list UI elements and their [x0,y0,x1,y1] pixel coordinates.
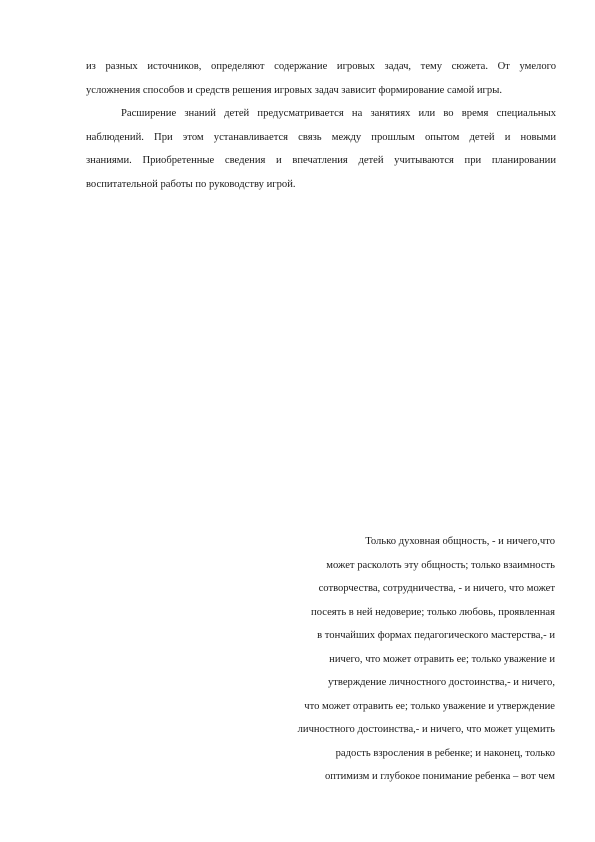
epigraph-line-8: что может отравить ее; только уважение и утверждение [304,700,555,712]
paragraph-1-line-2: усложнения способов и средств решения игровых задач зависит формирование самой игры. [86,84,502,96]
epigraph-line-10: радость взросления в ребенке; и наконец, только [335,747,555,759]
epigraph-line-7: утверждение личностного достоинства,- и ничего, [327,677,555,688]
body-text [86,55,556,196]
epigraph-line-9: личностного достоинства,- и ничего, что может ущемить [297,724,555,735]
epigraph-line-11: оптимизм и глубокое понимание ребенка – вот чем [325,771,555,782]
epigraph-line-6: ничего, что может отравить ее; только уважение и [329,653,555,665]
epigraph-line-5: в тончайших формах педагогического мастерства,- и [317,630,555,641]
epigraph-quote [250,530,555,789]
paragraph-2-line-4: воспитательной работы по руководству игрой. [86,178,296,190]
epigraph-line-3: сотворчества, сотрудничества, - и ничего, что может [318,583,555,594]
epigraph-line-2: может расколоть эту общность; только взаимность [326,559,555,571]
paragraph-2-line-3: знаниями. Приобретенные сведения и впечатления детей учитываются при планировании [86,155,556,166]
epigraph-line-4: посеять в ней недоверие; только любовь, проявленная [311,606,555,618]
paragraph-2-line-2: наблюдений. При этом устанавливается связь между прошлым опытом детей и новыми [86,131,556,143]
paragraph-1-line-1: из разных источников, определяют содержание игровых задач, тему сюжета. От умелого [86,61,556,72]
paragraph-2-line-1: Расширение знаний детей предусматривается на занятиях или во время специальных [121,108,556,119]
epigraph-line-1: Только духовная общность, - и ничего,что [365,536,555,547]
